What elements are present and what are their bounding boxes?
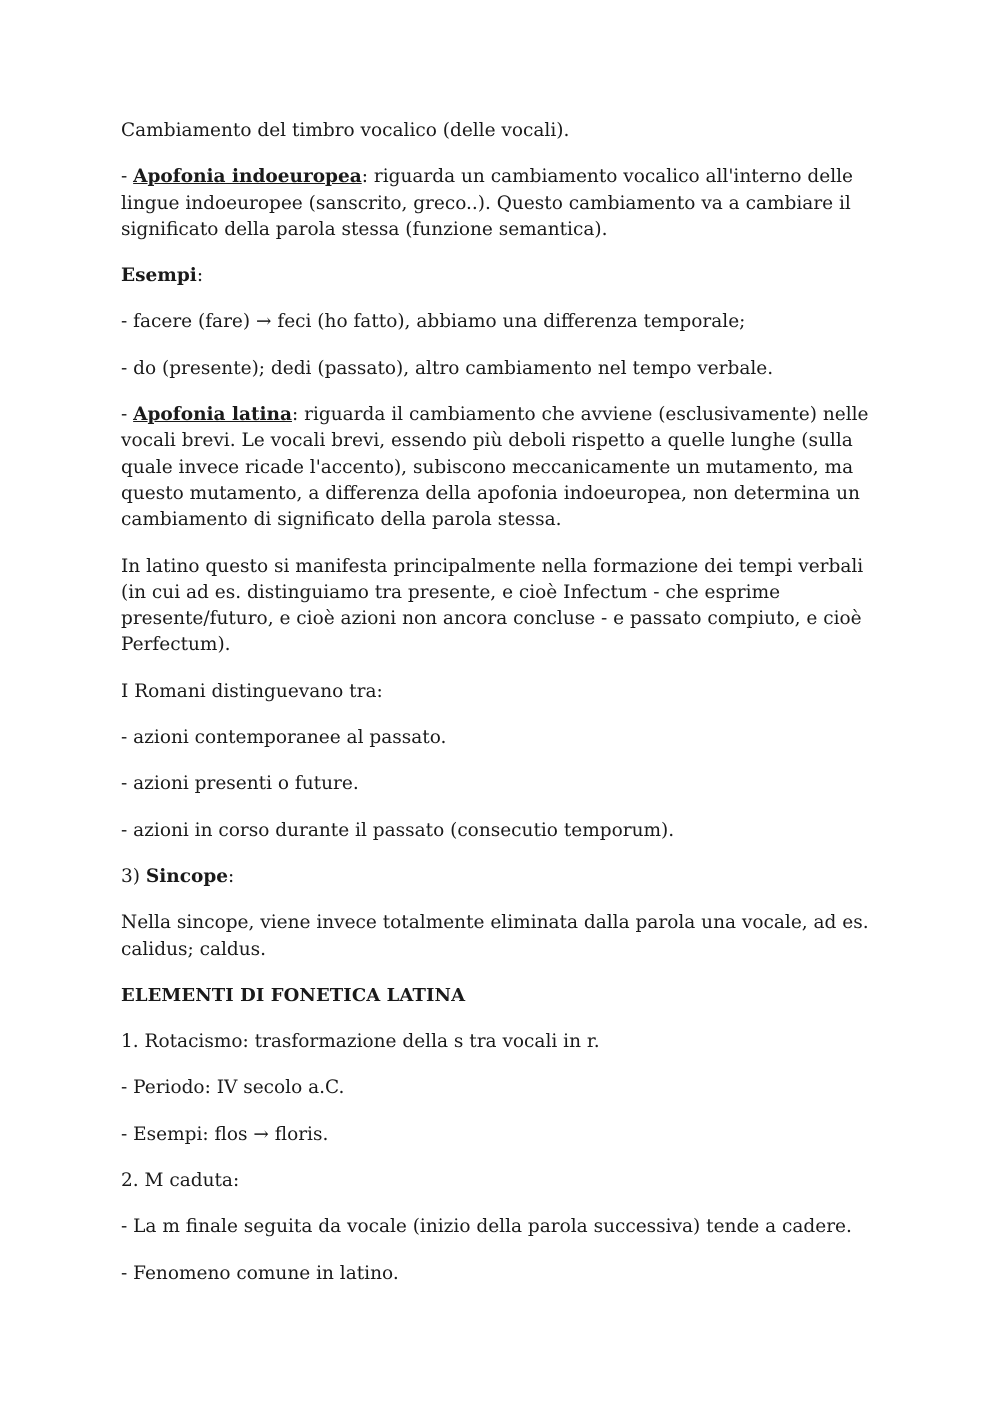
term-sincope: Sincope bbox=[145, 865, 229, 887]
section-heading-fonetica: ELEMENTI DI FONETICA LATINA bbox=[121, 984, 466, 1006]
list-item-in-corso: - azioni in corso durante il passato (consecutio temporum). bbox=[121, 819, 675, 841]
list-item-contemporanee: - azioni contemporanee al passato. bbox=[121, 727, 447, 749]
paragraph-apofonia-indoeuropea bbox=[121, 164, 891, 243]
paragraph-romani: I Romani distinguevano tra: bbox=[121, 680, 383, 702]
list-item-m-finale: - La m finale seguita da vocale (inizio della parola successiva) tende a cadere. bbox=[121, 1216, 852, 1238]
list-item-presenti: - azioni presenti o future. bbox=[121, 773, 359, 795]
paragraph-text: : riguarda un cambiamento vocalico all'interno delle lingue indoeuropee (sanscrito, greco..). Questo cambiamento va a cambiare il significato della parola stessa (funzione semantica). bbox=[121, 166, 853, 240]
paragraph-sincope-heading bbox=[121, 864, 891, 890]
term-esempi: Esempi bbox=[121, 265, 197, 287]
term-apofonia-indoeuropea: Apofonia indoeuropea bbox=[133, 166, 362, 188]
document-page bbox=[121, 118, 891, 1307]
paragraph-esempi-heading bbox=[121, 263, 891, 289]
paragraph-sincope: Nella sincope, viene invece totalmente eliminata dalla parola una vocale, ad es. calidus; caldus. bbox=[121, 912, 869, 960]
dash-prefix: - bbox=[121, 166, 134, 188]
example-facere: - facere (fare) → feci (ho fatto), abbiamo una differenza temporale; bbox=[121, 311, 746, 333]
paragraph-apofonia-latina bbox=[121, 402, 891, 533]
list-item-m-caduta: 2. M caduta: bbox=[121, 1170, 240, 1192]
paragraph-tempi-verbali: In latino questo si manifesta principalmente nella formazione dei tempi verbali (in cui ad es. distinguiamo tra presente, e cioè Infectum - che esprime presente/futuro, e cioè azioni non ancora concluse - e passato compiuto, e cioè Perfectum). bbox=[121, 555, 864, 656]
list-item-fenomeno: - Fenomeno comune in latino. bbox=[121, 1262, 399, 1284]
list-item-esempi-flos: - Esempi: flos → floris. bbox=[121, 1123, 329, 1145]
list-item-periodo: - Periodo: IV secolo a.C. bbox=[121, 1077, 345, 1099]
paragraph-text: : riguarda il cambiamento che avviene (esclusivamente) nelle vocali brevi. Le vocali brevi, essendo più deboli rispetto a quelle lunghe (sulla quale invece ricade l'accento), subiscono meccanicamente un mutamento, ma questo mutamento, a differenza della apofonia indoeuropea, non determina un cambiamento di significato della parola stessa. bbox=[121, 404, 869, 531]
list-item-rotacismo: 1. Rotacismo: trasformazione della s tra vocali in r. bbox=[121, 1031, 600, 1053]
dash-prefix: - bbox=[121, 404, 134, 426]
colon-suffix: : bbox=[196, 265, 204, 287]
number-prefix: 3) bbox=[121, 865, 146, 887]
colon-suffix: : bbox=[228, 865, 235, 887]
paragraph-timbro: Cambiamento del timbro vocalico (delle vocali). bbox=[121, 120, 570, 141]
term-apofonia-latina: Apofonia latina bbox=[133, 404, 292, 426]
example-do: - do (presente); dedi (passato), altro cambiamento nel tempo verbale. bbox=[121, 357, 774, 379]
